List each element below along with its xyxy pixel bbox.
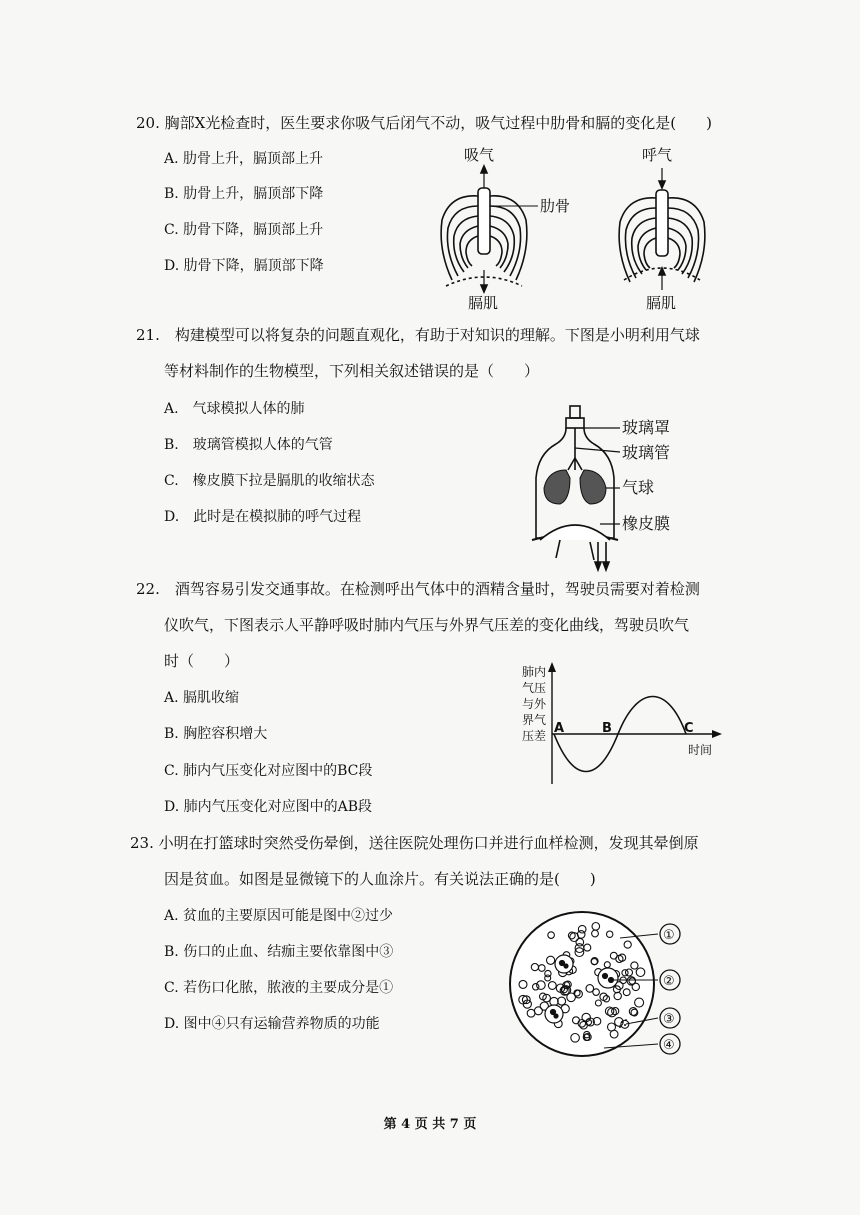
lung-model-figure (530, 400, 710, 572)
q22-option-c: C. 肺内气压变化对应图中的BC段 (164, 763, 373, 779)
label-glass-tube: 玻璃管 (622, 443, 671, 462)
balloon-left-icon (544, 470, 570, 504)
page-number: 第 4 页 共 7 页 (383, 1117, 477, 1132)
point-c-label: C (684, 721, 694, 736)
label-rib: 肋骨 (540, 197, 571, 215)
q22-option-b: B. 胸腔容积增大 (164, 726, 268, 742)
label-1: ① (663, 928, 675, 943)
label-diaphragm-left: 膈肌 (468, 294, 499, 312)
q22-stem-line1: 22. 酒驾容易引发交通事故。在检测呼出气体中的酒精含量时，驾驶员需要对着检测 (136, 580, 700, 598)
y-label-line1: 肺内 (522, 665, 547, 679)
q20-stem: 20. 胸部X光检查时，医生要求你吸气后闭气不动，吸气过程中肋骨和膈的变化是( ) (136, 114, 713, 132)
q23-option-c: C. 若伤口化脓，脓液的主要成分是① (164, 980, 394, 996)
label-exhale: 呼气 (642, 146, 673, 164)
q21-option-c: C. 橡皮膜下拉是膈肌的收缩状态 (164, 473, 375, 489)
label-2: ② (663, 974, 675, 989)
label-4: ④ (663, 1038, 675, 1053)
q20-option-b: B. 肋骨上升，膈顶部下降 (164, 186, 324, 202)
point-a-label: A (554, 721, 565, 736)
q20-option-d: D. 肋骨下降，膈顶部下降 (164, 258, 324, 274)
q21-option-b: B. 玻璃管模拟人体的气管 (164, 437, 333, 453)
q22-option-d: D. 肺内气压变化对应图中的AB段 (164, 799, 373, 815)
label-bell-jar: 玻璃罩 (622, 418, 671, 437)
q22-option-a: A. 膈肌收缩 (164, 690, 240, 706)
label-rubber-membrane: 橡皮膜 (622, 514, 671, 533)
label-diaphragm-right: 膈肌 (646, 294, 677, 312)
point-b-label: B (602, 721, 612, 736)
q23-option-b: B. 伤口的止血、结痂主要依靠图中③ (164, 944, 394, 960)
q23-stem-line2: 因是贫血。如图是显微镜下的人血涂片。有关说法正确的是( ) (164, 870, 596, 888)
q23-option-a: A. 贫血的主要原因可能是图中②过少 (164, 908, 394, 924)
y-label-line4: 界气 (522, 713, 547, 727)
q20-option-a: A. 肋骨上升，膈顶部上升 (164, 151, 324, 167)
q22-stem-line2: 仪吹气，下图表示人平静呼吸时肺内气压与外界气压差的变化曲线，驾驶员吹气 (164, 616, 690, 634)
pressure-curve-figure (518, 660, 728, 790)
y-label-line3: 与外 (522, 697, 547, 711)
q23-stem-line1: 23. 小明在打篮球时突然受伤晕倒，送往医院处理伤口并进行血样检测，发现其晕倒原 (130, 834, 699, 852)
q21-stem-line2: 等材料制作的生物模型，下列相关叙述错误的是（ ） (164, 362, 540, 380)
balloon-right-icon (580, 470, 606, 504)
blood-smear-figure (508, 906, 688, 1066)
ribcage-inhale-icon (441, 166, 538, 292)
ribcage-exhale-icon (619, 168, 705, 290)
label-balloon: 气球 (622, 478, 655, 497)
q23-option-d: D. 图中④只有运输营养物质的功能 (164, 1016, 380, 1032)
label-inhale: 吸气 (464, 146, 495, 164)
q21-option-a: A. 气球模拟人体的肺 (164, 401, 305, 417)
q21-option-d: D. 此时是在模拟肺的呼气过程 (164, 509, 362, 525)
y-label-line5: 压差 (522, 729, 547, 743)
q20-option-c: C. 肋骨下降，膈顶部上升 (164, 222, 324, 238)
label-3: ③ (663, 1012, 675, 1027)
y-label-line2: 气压 (522, 681, 547, 695)
x-label: 时间 (688, 743, 713, 757)
q22-stem-line3: 时（ ） (164, 652, 240, 670)
q21-stem-line1: 21. 构建模型可以将复杂的问题直观化，有助于对知识的理解。下图是小明利用气球 (136, 326, 700, 344)
ribcage-figure (420, 140, 710, 312)
